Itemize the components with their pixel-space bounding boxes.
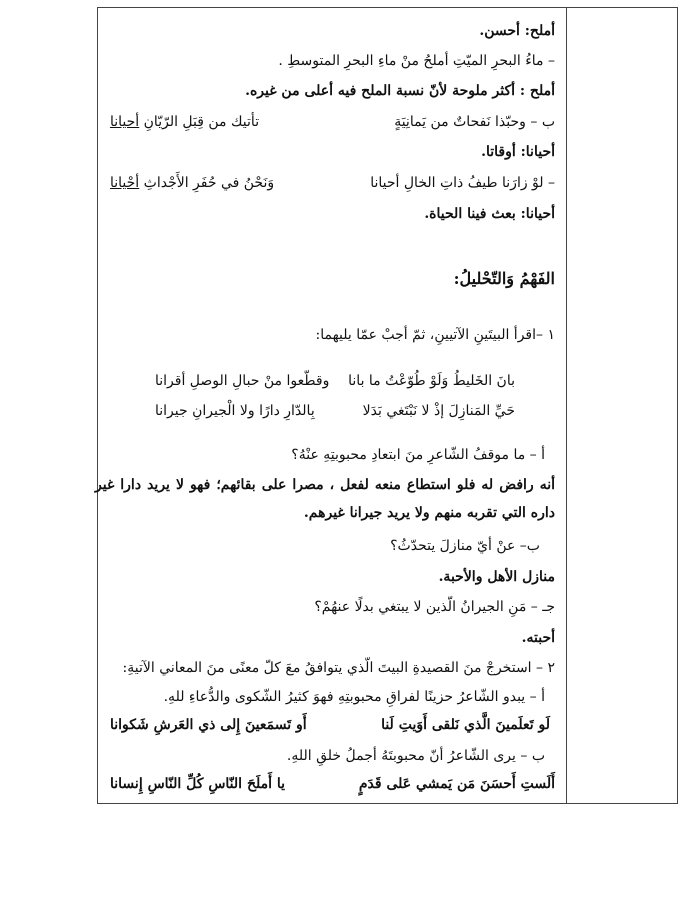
poem-line-2-right: حَيِّ المَنازِلَ إذْ لا نَبْتَغي بَدَلا <box>362 403 515 419</box>
poem-line-2-left: بِالدّارِ دارًا ولا الْجيرانِ جيرانا <box>155 403 315 419</box>
question-1b: ب– عنْ أيّ منازلَ يتحدّثُ؟ <box>390 538 540 554</box>
answer-2b-left: يا أَملَحَ النّاسِ كُلِّ النّاسِ إِنسانا <box>110 776 286 792</box>
answer-1c: أحبته. <box>521 630 555 646</box>
verse-1-left <box>110 113 259 131</box>
question-1c: جـ – مَنِ الجيرانُ الّذين لا يبتغي بدلًا عنهُمْ؟ <box>314 599 555 615</box>
verse-1-right: ب – وحبّذا نَفحاتٌ من يَمانِيَةٍ <box>394 114 555 130</box>
verse-2-left <box>110 174 274 192</box>
question-2b: ب – يرى الشّاعرُ أنّ محبوبتَهُ أجملُ خلقِ اللهِ. <box>286 748 545 764</box>
answer-2b-right: أَلَستِ أَحسَنَ مَن يَمشي عَلى قَدَمٍ <box>358 776 555 792</box>
poem-line-1-right: بانَ الخَليطُ وَلَوْ طُوّعْتُ ما بانا <box>348 373 515 389</box>
question-2: ٢ – استخرجْ منَ القصيدةِ البيتَ الّذي يتوافقُ معَ كلّ معنًى منَ المعاني الآتيةِ: <box>122 660 555 676</box>
answer-1b: منازل الأهل والأحبة. <box>438 569 555 585</box>
example-sentence: – ماءُ البحرِ الميّتِ أملحُ منْ ماءِ البحرِ المتوسطِ . <box>278 53 555 69</box>
verse-2-left-text: وَنَحْنُ في حُفَرِ الأَجْداثِ <box>139 175 275 191</box>
answer-2a-left: أَو تَسمَعينَ إِلى ذي العَرشِ شَكوانا <box>110 717 307 733</box>
question-1: ١ –اقرأ البيتَينِ الآتيينِ، ثمّ أجبْ عمّا يليهما: <box>315 327 555 343</box>
definition-amlah: أملح: أحسن. <box>479 23 555 39</box>
question-1a: أ – ما موقفُ الشّاعرِ منَ ابتعادِ محبوبتِهِ عنْهُ؟ <box>291 447 545 463</box>
section-heading: الفَهْمُ وَالتّحْليلُ: <box>453 269 555 288</box>
verse-1-underlined-word: أحيانا <box>110 114 140 130</box>
answer-1a: أنه رافض له فلو استطاع منعه لفعل ، مصرا على بقائهم؛ فهو لا يريد دارا غير داره التي تقربه منهم ولا يريد جيرانا غيرهم. <box>95 477 555 521</box>
answer-2a-right: لَو تَعلَمينَ الَّذي نَلقى أَوَيتِ لَنا <box>381 717 550 733</box>
definition-amlah-2: أملح : أكثر ملوحة لأنّ نسبة الملح فيه أعلى من غيره. <box>245 83 555 99</box>
column-divider <box>566 7 567 804</box>
poem-line-1-left: وقطّعوا منْ حبالِ الوصلِ أقرانا <box>155 373 330 389</box>
definition-ahyana-1: أحيانا: أوقاتا. <box>481 144 555 160</box>
verse-2-right: – لوْ زارَنا طيفُ ذاتِ الخالِ أحيانا <box>370 175 555 191</box>
definition-ahyana-2: أحيانا: بعث فينا الحياة. <box>424 206 555 222</box>
verse-1-left-text: تأتيك من قِبَلِ الرّيّانِ <box>139 114 260 130</box>
verse-2-underlined-word: أحْيانا <box>110 175 140 191</box>
question-2a: أ – يبدو الشّاعرُ حزينًا لفراقِ محبوبتِهِ فهوَ كثيرُ الشّكوى والدُّعاءِ للهِ. <box>163 689 545 705</box>
